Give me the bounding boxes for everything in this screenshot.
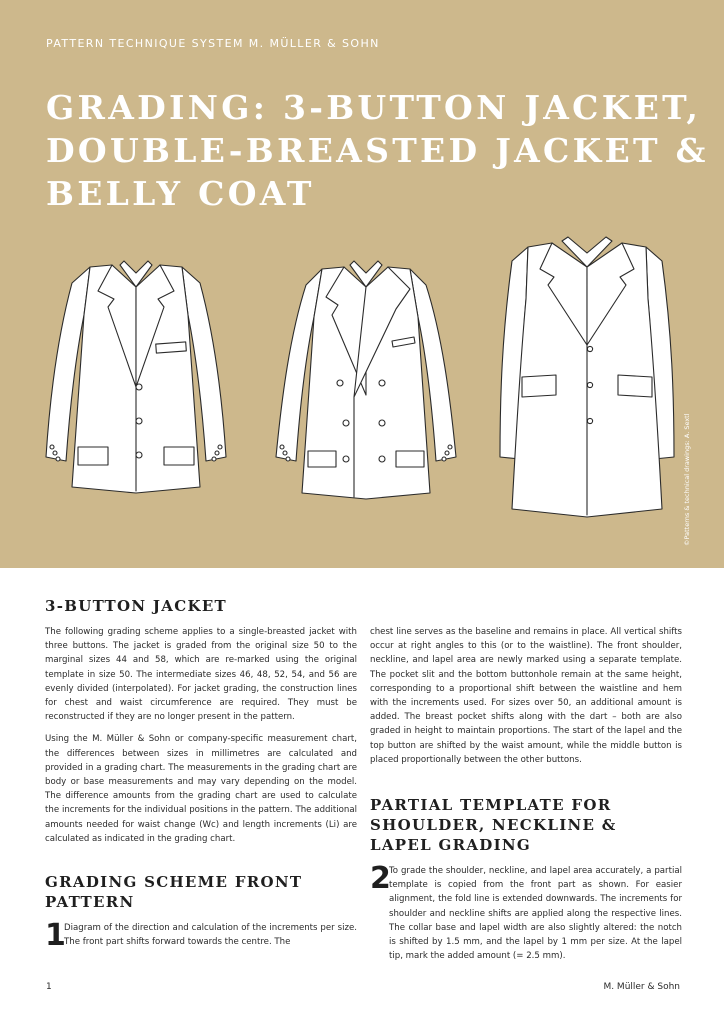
garment-illustrations bbox=[0, 225, 724, 565]
title-line-1: GRADING: 3-BUTTON JACKET, bbox=[46, 88, 702, 127]
jacket1-button-2 bbox=[136, 418, 142, 424]
title-line-3: BELLY COAT bbox=[46, 174, 315, 213]
section-heading-partial-template: PARTIAL TEMPLATE FOR SHOULDER, NECKLINE & LAPEL GRADING bbox=[370, 796, 617, 855]
measurement-paragraph: Using the M. Müller & Sohn or company-specific measurement chart, the differences between sizes in millimetres are calculated and provided in a grading chart. The measurements in the grading chart are body or base measurements and may vary depending on the model. The difference amounts from the grading chart are used to calculate the increments for the individual positions in the pattern. The additional amounts needed for waist change (Wc) and length increments (Li) are calculated as indicated in the grading chart. bbox=[45, 734, 357, 844]
right-column bbox=[370, 625, 682, 963]
jacket2-right-flap bbox=[396, 451, 424, 467]
illustration-credit: ©Patterns & technical drawings: A. Sextl bbox=[683, 413, 691, 546]
jacket2-left-flap bbox=[308, 451, 336, 467]
jacket1-left-flap bbox=[78, 447, 108, 465]
belly-coat-drawing bbox=[500, 237, 674, 517]
jacket1-button-3 bbox=[136, 452, 142, 458]
continuation-paragraph: chest line serves as the baseline and remains in place. All vertical shifts occur at right angles to this (or to the waistline). The front shoulder, neckline, and lapel area are newly marked using a separate template. The pocket slit and the bottom buttonhole remain at the same height, corresponding to a proportional shift between the waistline and hem with the increments used. For sizes over 50, an additional amount is added. The breast pocket shifts along with the dart – both are also graded in height to maintain proportions. The start of the lapel and the top button are shifted by the waist amount, while the middle button is placed proportionally between the other buttons. bbox=[370, 627, 682, 765]
title-line-2: DOUBLE-BREASTED JACKET & bbox=[46, 131, 709, 170]
coat-button-1 bbox=[587, 346, 592, 351]
footer-brand: M. Müller & Sohn bbox=[603, 982, 680, 992]
step-1-text: Diagram of the direction and calculation of the increments per size. The front part shifts forward towards the centre. The bbox=[64, 923, 357, 948]
left-column bbox=[45, 596, 357, 954]
page-title bbox=[46, 86, 709, 215]
three-button-jacket-drawing bbox=[46, 261, 226, 493]
intro-paragraph: The following grading scheme applies to a single-breasted jacket with three buttons. The jacket is graded from the original size 50 to the marginal sizes 44 and 58, which are re-marked using the original template in size 50. The intermediate sizes 46, 48, 52, 54, and 56 are evenly divided (interpolated). For jacket grading, the construction lines for chest and waist circumference are required. They must be reconstructed if they are no longer present in the pattern. bbox=[45, 627, 357, 723]
page-number: 1 bbox=[46, 982, 52, 992]
step-1 bbox=[45, 918, 357, 954]
section-heading-grading-scheme: GRADING SCHEME FRONT PATTERN bbox=[45, 873, 303, 912]
coat-right-pocket bbox=[618, 375, 652, 397]
coat-button-2 bbox=[587, 382, 592, 387]
double-breasted-jacket-drawing bbox=[276, 261, 456, 499]
step-2-number: 2 bbox=[370, 861, 391, 897]
step-2 bbox=[370, 861, 682, 963]
jacket1-button-1 bbox=[136, 384, 142, 390]
coat-left-pocket bbox=[522, 375, 556, 397]
coat-button-3 bbox=[587, 418, 592, 423]
series-kicker: PATTERN TECHNIQUE SYSTEM M. MÜLLER & SOHN bbox=[46, 37, 380, 50]
section-heading-3-button-jacket: 3-BUTTON JACKET bbox=[45, 597, 228, 615]
step-1-number: 1 bbox=[45, 918, 66, 954]
step-2-text: To grade the shoulder, neckline, and lapel area accurately, a partial template is copied from the front part as shown. For easier alignment, the fold line is extended downwards. The increments for shoulder and neckline shifts are applied along the respective lines. The collar base and lapel width are also slightly altered: the notch is shifted by 1.5 mm, and the lapel by 1 mm per size. At the lapel tip, mark the added amount (= 2.5 mm). bbox=[389, 866, 682, 962]
jacket1-breast-pocket bbox=[156, 342, 187, 353]
jacket1-right-flap bbox=[164, 447, 194, 465]
